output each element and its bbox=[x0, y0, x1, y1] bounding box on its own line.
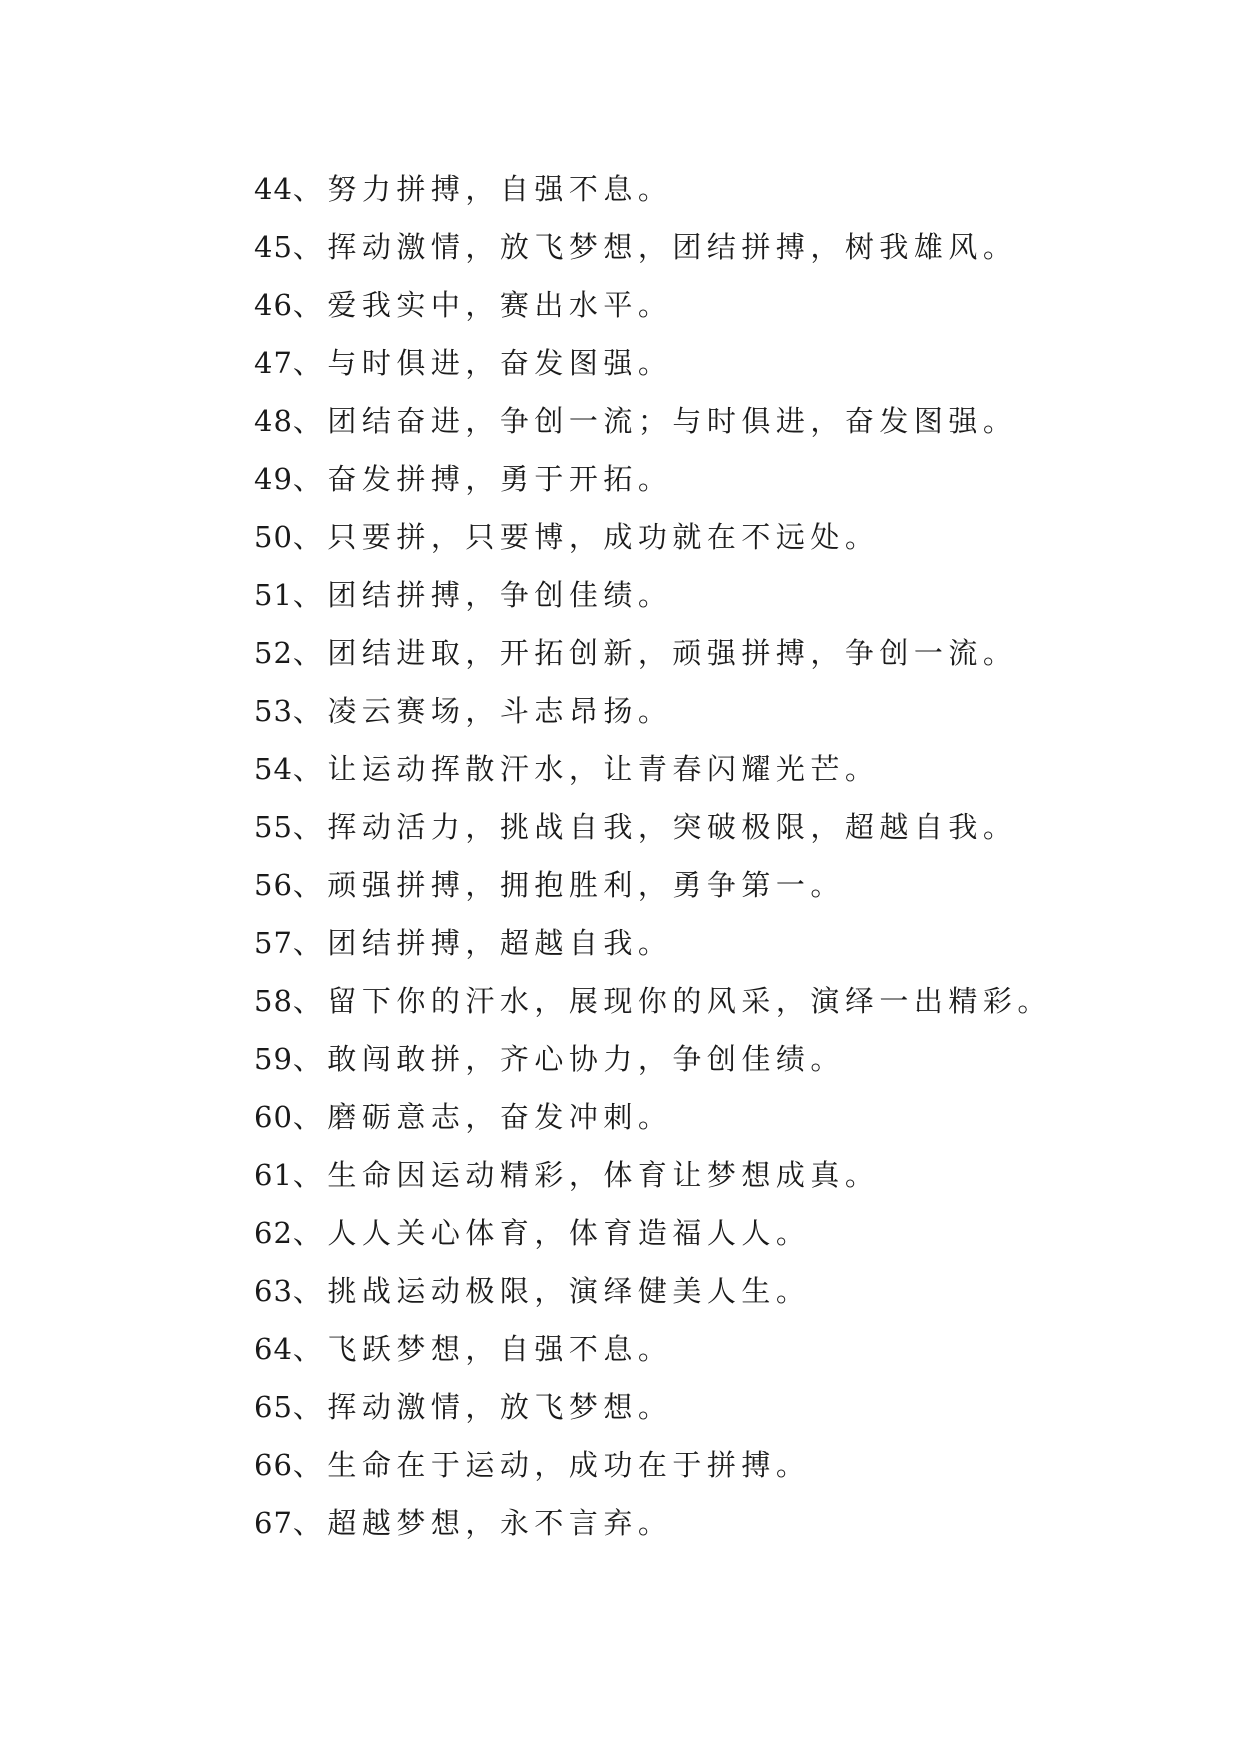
slogan-item bbox=[254, 798, 1154, 856]
slogan-separator: 、 bbox=[292, 1274, 328, 1308]
slogan-item bbox=[254, 450, 1154, 508]
slogan-text: 人人关心体育，体育造福人人。 bbox=[327, 1216, 811, 1250]
slogan-text: 敢闯敢拼，齐心协力，争创佳绩。 bbox=[327, 1042, 845, 1076]
slogan-separator: 、 bbox=[292, 1390, 328, 1424]
slogan-number: 45 bbox=[254, 230, 293, 264]
slogan-item bbox=[254, 1146, 1154, 1204]
slogan-separator: 、 bbox=[292, 578, 328, 612]
slogan-item bbox=[254, 1320, 1154, 1378]
slogan-item bbox=[254, 566, 1154, 624]
slogan-number: 52 bbox=[254, 636, 293, 670]
slogan-text: 飞跃梦想，自强不息。 bbox=[327, 1332, 673, 1366]
slogan-separator: 、 bbox=[292, 1506, 328, 1540]
slogan-separator: 、 bbox=[292, 404, 328, 438]
slogan-separator: 、 bbox=[292, 230, 328, 264]
slogan-item bbox=[254, 508, 1154, 566]
slogan-item bbox=[254, 1262, 1154, 1320]
slogan-item bbox=[254, 740, 1154, 798]
slogan-text: 努力拼搏，自强不息。 bbox=[327, 172, 673, 206]
slogan-separator: 、 bbox=[292, 172, 328, 206]
slogan-separator: 、 bbox=[292, 1332, 328, 1366]
slogan-text: 只要拼，只要博，成功就在不远处。 bbox=[327, 520, 880, 554]
slogan-item bbox=[254, 972, 1154, 1030]
slogan-text: 挥动激情，放飞梦想，团结拼搏，树我雄风。 bbox=[327, 230, 1018, 264]
slogan-text: 团结拼搏，超越自我。 bbox=[327, 926, 673, 960]
slogan-text: 让运动挥散汗水，让青春闪耀光芒。 bbox=[327, 752, 880, 786]
slogan-text: 顽强拼搏，拥抱胜利，勇争第一。 bbox=[327, 868, 845, 902]
slogan-text: 与时俱进，奋发图强。 bbox=[327, 346, 673, 380]
slogan-text: 爱我实中，赛出水平。 bbox=[327, 288, 673, 322]
slogan-number: 57 bbox=[254, 926, 293, 960]
slogan-item bbox=[254, 1030, 1154, 1088]
slogan-number: 49 bbox=[254, 462, 293, 496]
slogan-text: 团结拼搏，争创佳绩。 bbox=[327, 578, 673, 612]
slogan-item bbox=[254, 1378, 1154, 1436]
slogan-item bbox=[254, 276, 1154, 334]
slogan-text: 生命因运动精彩，体育让梦想成真。 bbox=[327, 1158, 880, 1192]
slogan-number: 48 bbox=[254, 404, 293, 438]
slogan-number: 60 bbox=[254, 1100, 293, 1134]
slogan-text: 留下你的汗水，展现你的风采，演绎一出精彩。 bbox=[327, 984, 1052, 1018]
slogan-number: 44 bbox=[254, 172, 293, 206]
slogan-number: 67 bbox=[254, 1506, 293, 1540]
slogan-separator: 、 bbox=[292, 810, 328, 844]
slogan-separator: 、 bbox=[292, 462, 328, 496]
slogan-number: 63 bbox=[254, 1274, 293, 1308]
slogan-number: 61 bbox=[254, 1158, 293, 1192]
slogan-text: 挥动激情，放飞梦想。 bbox=[327, 1390, 673, 1424]
slogan-number: 53 bbox=[254, 694, 293, 728]
slogan-number: 58 bbox=[254, 984, 293, 1018]
slogan-item bbox=[254, 160, 1154, 218]
slogan-list bbox=[254, 160, 1154, 1552]
slogan-number: 55 bbox=[254, 810, 293, 844]
slogan-separator: 、 bbox=[292, 694, 328, 728]
slogan-separator: 、 bbox=[292, 984, 328, 1018]
slogan-item bbox=[254, 334, 1154, 392]
slogan-separator: 、 bbox=[292, 636, 328, 670]
slogan-number: 66 bbox=[254, 1448, 293, 1482]
slogan-text: 团结进取，开拓创新，顽强拼搏，争创一流。 bbox=[327, 636, 1018, 670]
slogan-separator: 、 bbox=[292, 752, 328, 786]
slogan-text: 磨砺意志，奋发冲刺。 bbox=[327, 1100, 673, 1134]
slogan-text: 挥动活力，挑战自我，突破极限，超越自我。 bbox=[327, 810, 1018, 844]
slogan-item bbox=[254, 624, 1154, 682]
slogan-item bbox=[254, 218, 1154, 276]
slogan-item bbox=[254, 392, 1154, 450]
slogan-text: 团结奋进，争创一流；与时俱进，奋发图强。 bbox=[327, 404, 1018, 438]
slogan-text: 奋发拼搏，勇于开拓。 bbox=[327, 462, 673, 496]
slogan-item bbox=[254, 1436, 1154, 1494]
slogan-text: 凌云赛场，斗志昂扬。 bbox=[327, 694, 673, 728]
slogan-number: 50 bbox=[254, 520, 293, 554]
slogan-item bbox=[254, 914, 1154, 972]
slogan-number: 59 bbox=[254, 1042, 293, 1076]
slogan-number: 62 bbox=[254, 1216, 293, 1250]
slogan-number: 46 bbox=[254, 288, 293, 322]
slogan-text: 生命在于运动，成功在于拼搏。 bbox=[327, 1448, 811, 1482]
slogan-number: 47 bbox=[254, 346, 293, 380]
slogan-item bbox=[254, 682, 1154, 740]
slogan-separator: 、 bbox=[292, 1216, 328, 1250]
slogan-separator: 、 bbox=[292, 346, 328, 380]
slogan-number: 64 bbox=[254, 1332, 293, 1366]
slogan-item bbox=[254, 1088, 1154, 1146]
slogan-number: 51 bbox=[254, 578, 293, 612]
slogan-separator: 、 bbox=[292, 926, 328, 960]
slogan-separator: 、 bbox=[292, 1100, 328, 1134]
slogan-separator: 、 bbox=[292, 520, 328, 554]
slogan-separator: 、 bbox=[292, 1042, 328, 1076]
slogan-separator: 、 bbox=[292, 868, 328, 902]
slogan-text: 挑战运动极限，演绎健美人生。 bbox=[327, 1274, 811, 1308]
slogan-item bbox=[254, 856, 1154, 914]
slogan-text: 超越梦想，永不言弃。 bbox=[327, 1506, 673, 1540]
slogan-item bbox=[254, 1494, 1154, 1552]
slogan-separator: 、 bbox=[292, 1158, 328, 1192]
slogan-separator: 、 bbox=[292, 288, 328, 322]
slogan-number: 56 bbox=[254, 868, 293, 902]
slogan-number: 54 bbox=[254, 752, 293, 786]
slogan-number: 65 bbox=[254, 1390, 293, 1424]
slogan-item bbox=[254, 1204, 1154, 1262]
slogan-separator: 、 bbox=[292, 1448, 328, 1482]
